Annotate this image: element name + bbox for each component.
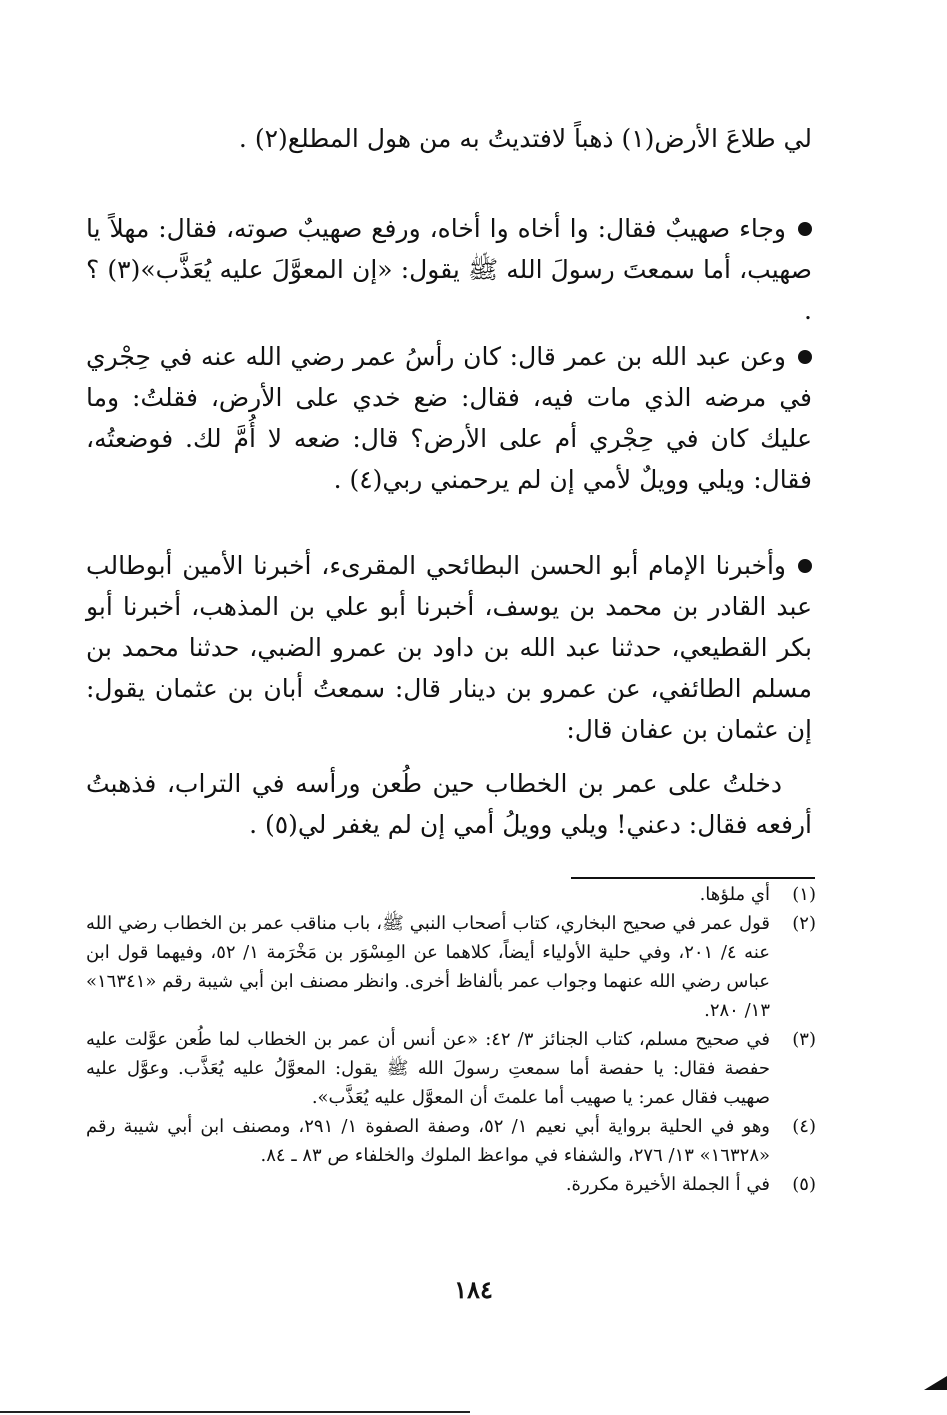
footnote-text: أي ملؤها. [699,884,770,905]
footnote-number: (٣) [792,1029,816,1050]
footnote-item [86,909,816,1025]
footnote-number: (٥) [792,1174,816,1195]
paragraph-text: وعن عبد الله بن عمر قال: كان رأسُ عمر رضي الله عنه في حِجْري في مرضه الذي مات فيه، فقال: ضع خدي على الأرض، فقلتُ: وما عليك كان في حِجْري أم على الأرض؟ قال: ضعه لا أُمَّ لك. فوضعتُه، فقال: ويلي وويلٌ لأمي إن لم يرحمني ربي(٤) . [86,342,812,494]
footnote-text: في صحيح مسلم، كتاب الجنائز ٣/ ٤٢: «عن أنس أن عمر بن الخطاب لما طُعن عوَّلت عليه حفصة فقال: يا حفصة أما سمعتِ رسولَ الله ﷺ يقول: المعوَّلُ عليه يُعَذَّب. وعوَّل عليه صهيب فقال عمر: يا صهيب أما علمتَ أن المعوَّل عليه يُعَذَّب». [86,1029,770,1108]
bullet-icon [798,559,812,573]
paragraph-continuation [86,118,812,159]
footnote-item [86,1170,816,1199]
footnote-number: (٢) [792,913,816,934]
footnotes [86,880,816,1199]
scan-bottom-edge [0,1411,470,1413]
scan-corner-mark [924,1376,947,1390]
bullet-icon [798,222,812,236]
footnote-number: (١) [792,884,816,905]
paragraph-suhayb [86,208,812,331]
footnote-text: في أ الجملة الأخيرة مكررة. [565,1174,770,1195]
paragraph-text: دخلتُ على عمر بن الخطاب حين طُعن ورأسه في التراب، فذهبتُ أرفعه فقال: دعني! ويلي وويلُ أمي إن لم يغفر لي(٥) . [86,769,812,839]
paragraph-text: وأخبرنا الإمام أبو الحسن البطائحي المقرىء، أخبرنا الأمين أبوطالب عبد القادر بن محمد بن يوسف، أخبرنا أبو علي بن المذهب، أخبرنا أبو بكر القطيعي، حدثنا عبد الله بن داود بن عمرو الضبي، حدثنا محمد بن مسلم الطائفي، عن عمرو بن دينار قال: سمعتُ أبان بن عثمان يقول: إن عثمان بن عفان قال: [86,551,812,744]
footnote-text: قول عمر في صحيح البخاري، كتاب أصحاب النبي ﷺ، باب مناقب عمر بن الخطاب رضي الله عنه ٤/ ٢٠١، وفي حلية الأولياء أيضاً، كلاهما عن المِسْوَر بن مَخْرَمة ١/ ٥٢، وفيهما قول ابن عباس رضي الله عنهما وجواب عمر بألفاظ أخرى. وانظر مصنف ابن أبي شيبة رقم «١٦٣٤١» ١٣/ ٢٨٠. [86,913,770,1021]
paragraph-uthman-quote [86,763,812,845]
footnote-item [86,1112,816,1170]
page-number: ١٨٤ [454,1275,493,1304]
footnote-separator [571,877,815,879]
footnote-number: (٤) [792,1116,816,1137]
paragraph-abdullah-ibn-umar [86,336,812,500]
paragraph-text: لي طلاعَ الأرض(١) ذهباً لافتديتُ به من هول المطلع(٢) . [238,124,812,153]
paragraph-text: وجاء صهيبٌ فقال: وا أخاه وا أخاه، ورفع صهيبٌ صوته، فقال: مهلاً يا صهيب، أما سمعتَ رسولَ الله ﷺ يقول: «إن المعوَّلَ عليه يُعَذَّب»(٣) ؟ . [86,214,812,325]
footnote-text: وهو في الحلية برواية أبي نعيم ١/ ٥٢، وصفة الصفوة ١/ ٢٩١، ومصنف ابن أبي شيبة رقم «١٦٣٢٨» ١٣/ ٢٧٦، والشفاء في مواعظ الملوك والخلفاء ص ٨٣ ـ ٨٤. [86,1116,770,1166]
bullet-icon [798,350,812,364]
footnote-item [86,1025,816,1112]
footnote-item [86,880,816,909]
paragraph-isnad [86,545,812,750]
